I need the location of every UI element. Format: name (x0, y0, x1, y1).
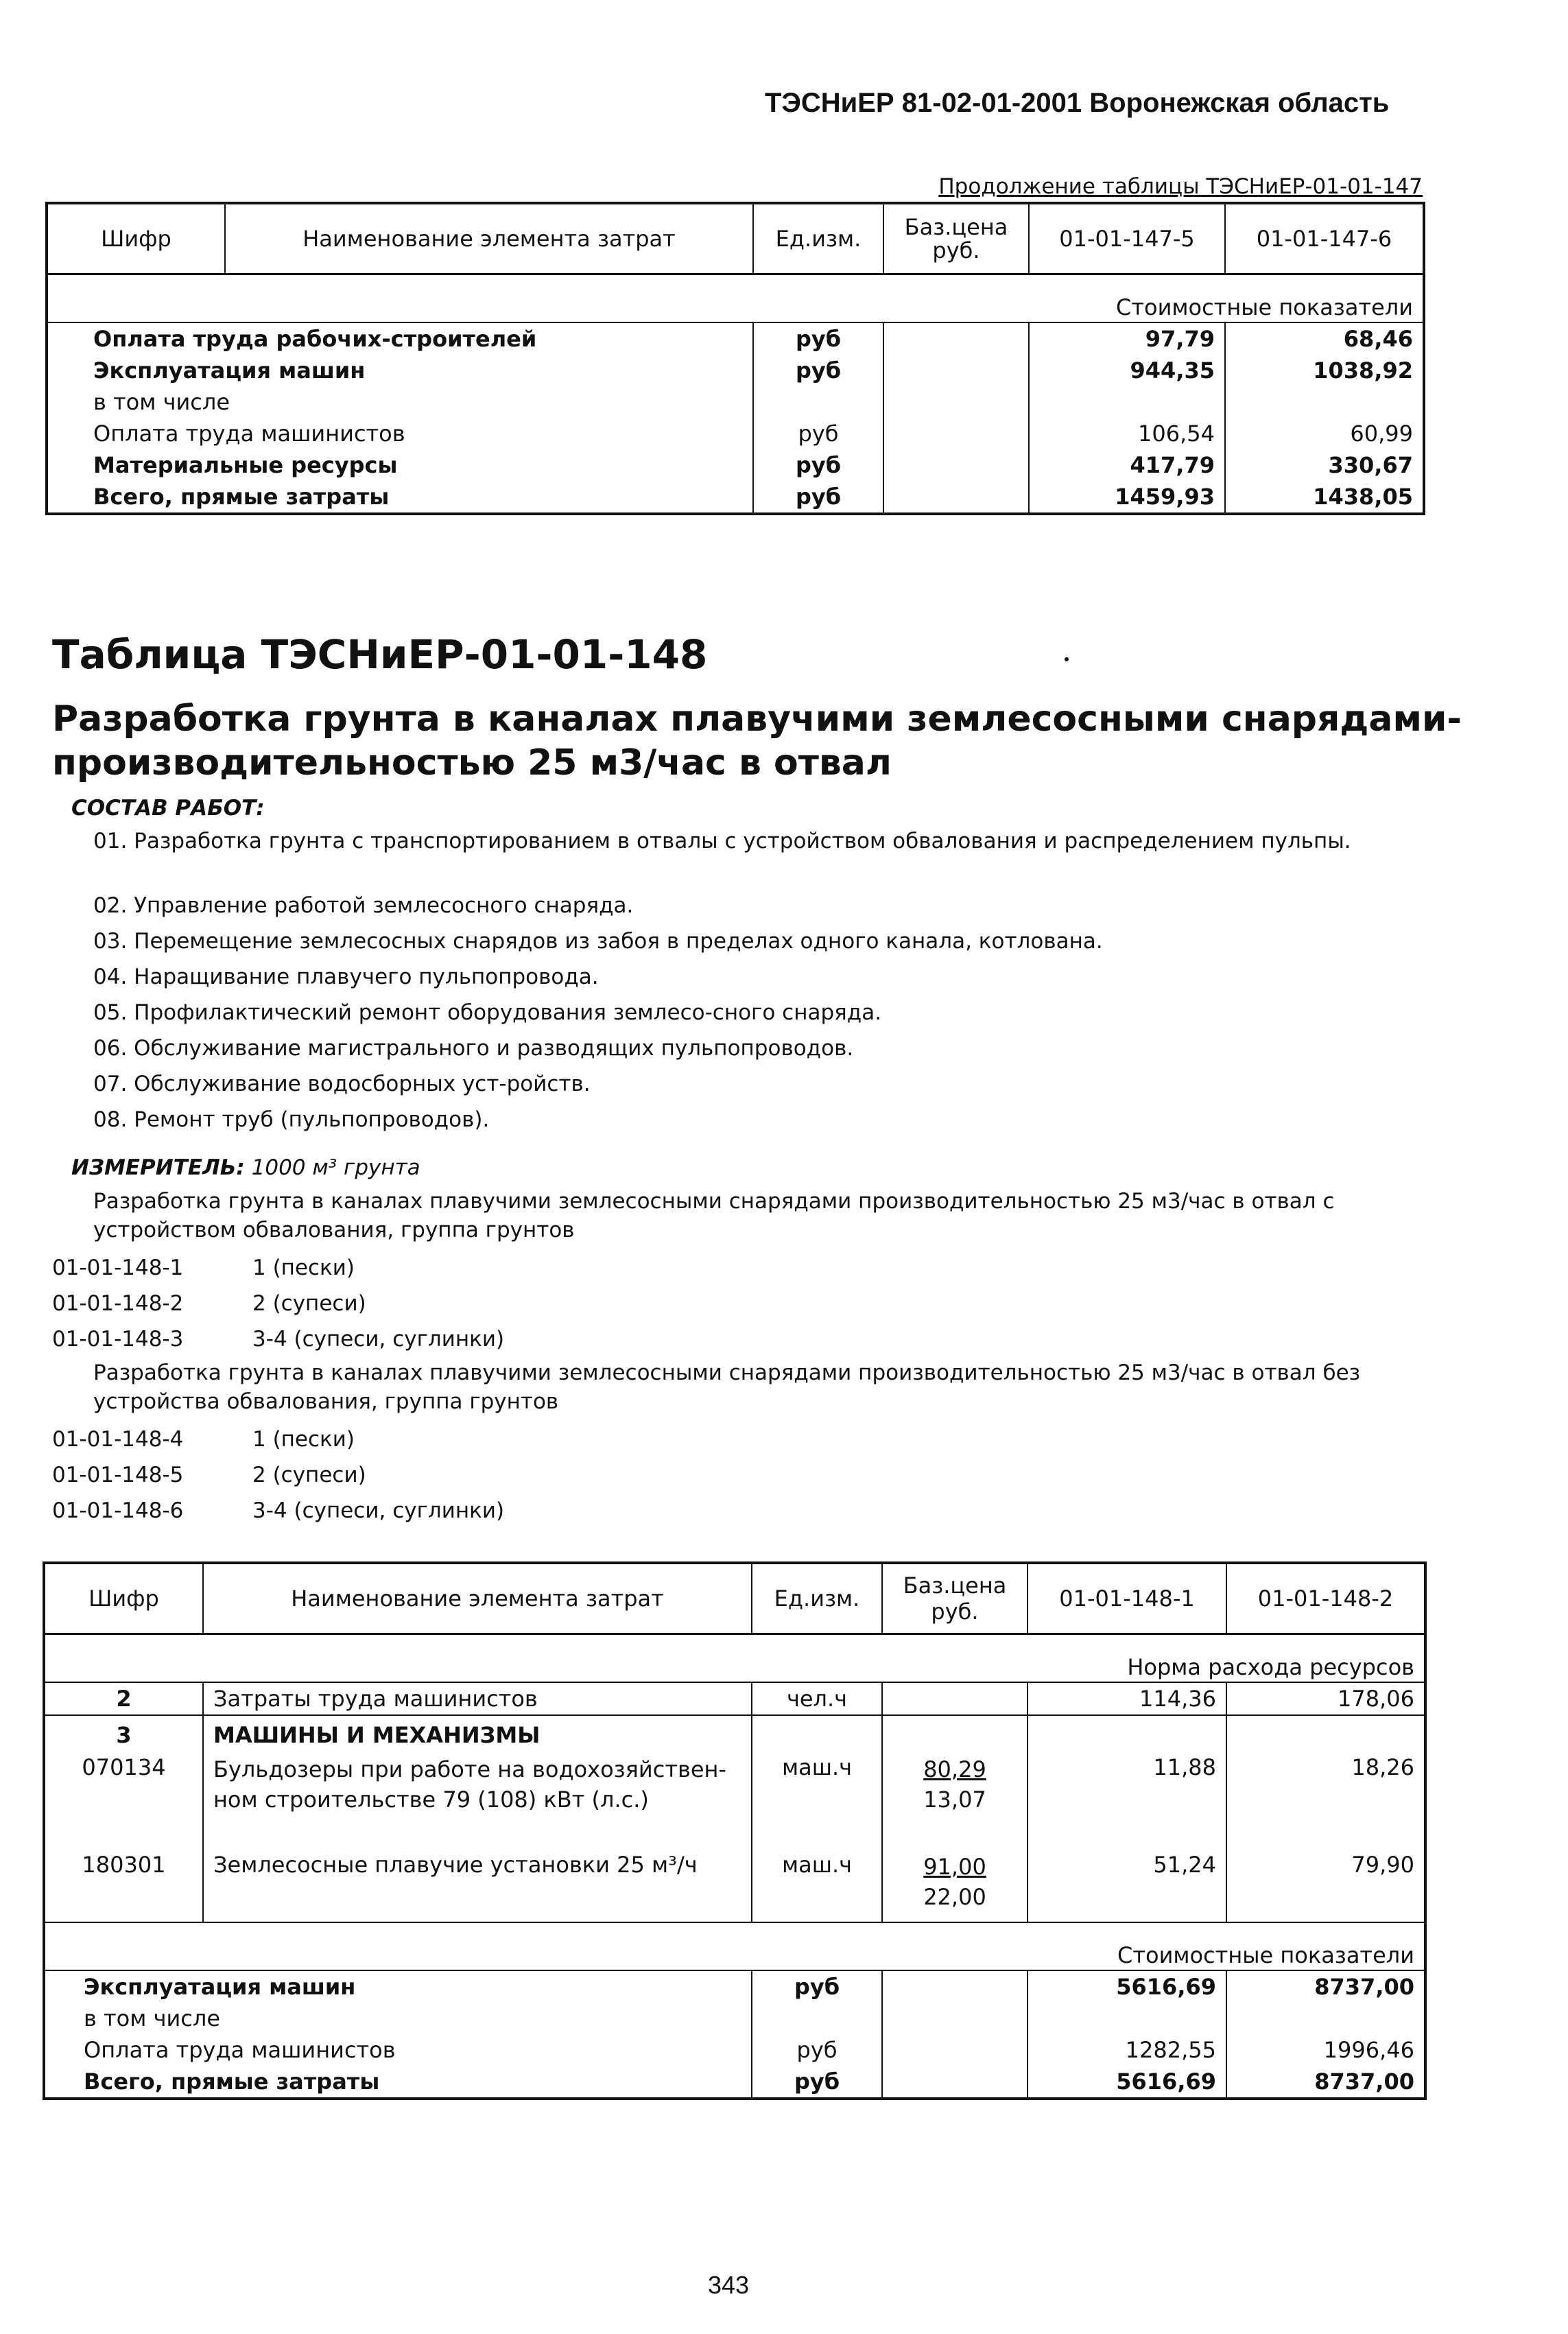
izmeritel-label: ИЗМЕРИТЕЛЬ: (71, 1155, 245, 1180)
row-value-2 (1225, 386, 1423, 418)
row-name-line: ном строительстве 79 (108) кВт (л.с.) (213, 1787, 649, 1813)
page-header-title: ТЭСНиЕР 81-02-01-2001 Воронежская область (765, 88, 1390, 118)
row-unit: маш.ч (752, 1852, 882, 1922)
row-value-2: 60,99 (1350, 421, 1413, 447)
row-name: Оплата труда рабочих-строителей (93, 326, 537, 352)
row-value-2: 178,06 (1338, 1686, 1414, 1712)
variant-code: 01-01-148-3 (52, 1327, 184, 1352)
row-value-2: 18,26 (1351, 1754, 1414, 1780)
row-name: Эксплуатация машин (84, 1974, 356, 2000)
row-value-2: 1038,92 (1313, 357, 1413, 384)
col-header-price: Баз.цена руб. (882, 1564, 1027, 1634)
row-price (883, 322, 1029, 355)
row-unit: руб (753, 322, 883, 355)
variant-code: 01-01-148-2 (52, 1291, 184, 1316)
row-unit: маш.ч (752, 1754, 882, 1852)
table-row (45, 1682, 1424, 1715)
table-row (48, 322, 1423, 355)
table-row (45, 2066, 1424, 2097)
row-code: 3 (45, 1715, 203, 1754)
row-unit: руб (753, 418, 883, 449)
price-bottom: 13,07 (923, 1787, 986, 1813)
row-price (882, 1682, 1027, 1715)
row-unit: руб (752, 2034, 882, 2066)
operation-item: 02. Управление работой землесосного снаряда. (93, 893, 634, 918)
row-name: Всего, прямые затраты (93, 484, 390, 510)
table-row (45, 1970, 1424, 2003)
row-value-1: 5616,69 (1027, 2066, 1226, 2097)
variant-name: 1 (пески) (252, 1427, 355, 1452)
row-price (882, 1754, 1027, 1852)
sostav-label: СОСТАВ РАБОТ: (71, 796, 265, 821)
table-row (45, 1754, 1424, 1852)
row-value-1: 1459,93 (1029, 481, 1225, 512)
table-row (48, 386, 1423, 418)
row-name: Оплата труда машинистов (93, 421, 405, 447)
row-unit (752, 1715, 882, 1754)
table-147-continuation (48, 204, 1423, 512)
col-header-shifr: Шифр (45, 1564, 203, 1634)
row-name: МАШИНЫ И МЕХАНИЗМЫ (213, 1722, 541, 1748)
row-value-1: 106,54 (1029, 418, 1225, 449)
row-price (883, 481, 1029, 512)
row-price (882, 1715, 1027, 1754)
row-name: в том числе (84, 2005, 220, 2031)
table-row (45, 1852, 1424, 1922)
group-description: Разработка грунта в каналах плавучими землесосными снарядами производительностью 25 м3/час в отвал без устройства обвалования, группа грунтов (93, 1360, 1361, 1414)
row-name: Затраты труда машинистов (213, 1686, 538, 1712)
variant-name: 2 (супеси) (252, 1463, 366, 1487)
operation-item: 05. Профилактический ремонт оборудования землесо-сного снаряда. (93, 1000, 882, 1025)
table-header-row (48, 204, 1423, 274)
row-name: Всего, прямые затраты (84, 2068, 380, 2095)
table-row (45, 2003, 1424, 2034)
row-price (882, 2034, 1027, 2066)
row-price (882, 2003, 1027, 2034)
row-value-1: 5616,69 (1027, 1970, 1226, 2003)
variant-name: 3-4 (супеси, суглинки) (252, 1498, 505, 1523)
table-row (48, 418, 1423, 449)
operation-item: 03. Перемещение землесосных снарядов из забоя в пределах одного канала, котлована. (93, 929, 1103, 954)
table-subheading: Разработка грунта в каналах плавучими землесосными снарядами-производительностью 25 м3/час в отвал (52, 698, 1462, 783)
section-label: Стоимостные показатели (48, 274, 1423, 323)
variant-code: 01-01-148-6 (52, 1498, 184, 1523)
row-value-1 (1027, 2003, 1226, 2034)
row-value-1: 51,24 (1027, 1852, 1226, 1922)
row-unit: чел.ч (752, 1682, 882, 1715)
col-header-shifr: Шифр (48, 204, 225, 274)
row-name: Оплата труда машинистов (84, 2037, 396, 2063)
row-value-2: 1996,46 (1323, 2037, 1414, 2063)
row-value-2 (1226, 1715, 1424, 1754)
col-header-unit: Ед.изм. (752, 1564, 882, 1634)
section-row (45, 1922, 1424, 1970)
col-header-name: Наименование элемента затрат (225, 204, 753, 274)
table-row (48, 355, 1423, 386)
izmeritel-line (71, 1155, 420, 1180)
price-top: 80,29 (923, 1756, 986, 1782)
row-value-1 (1027, 1715, 1226, 1754)
row-value-1: 11,88 (1027, 1754, 1226, 1852)
row-name (203, 1754, 752, 1852)
variant-name: 1 (пески) (252, 1256, 355, 1280)
row-price (882, 1970, 1027, 2003)
col-header-code-2: 01-01-147-6 (1256, 226, 1392, 252)
row-code: 2 (45, 1682, 203, 1715)
row-price (882, 2066, 1027, 2097)
row-unit: руб (753, 355, 883, 386)
row-unit: руб (752, 1970, 882, 2003)
row-price (882, 1852, 1027, 1922)
variant-code: 01-01-148-1 (52, 1256, 184, 1280)
variant-name: 3-4 (супеси, суглинки) (252, 1327, 505, 1352)
operation-item: 04. Наращивание плавучего пульпопровода. (93, 965, 599, 989)
row-value-1: 97,79 (1029, 322, 1225, 355)
row-value-2: 79,90 (1351, 1852, 1414, 1878)
row-name-line: Бульдозеры при работе на водохозяйствен- (213, 1756, 726, 1782)
table-row (48, 449, 1423, 481)
col-header-name: Наименование элемента затрат (203, 1564, 752, 1634)
row-name: Эксплуатация машин (93, 357, 366, 384)
variant-code: 01-01-148-5 (52, 1463, 184, 1487)
row-price (883, 355, 1029, 386)
operation-item: 07. Обслуживание водосборных уст-ройств. (93, 1072, 591, 1096)
row-value-1: 114,36 (1027, 1682, 1226, 1715)
row-value-2 (1226, 2003, 1424, 2034)
row-value-2: 1438,05 (1313, 484, 1413, 510)
row-name: Материальные ресурсы (93, 452, 398, 478)
section-row (48, 274, 1423, 323)
col-header-code-1: 01-01-148-1 (1027, 1564, 1226, 1634)
row-value-1 (1029, 386, 1225, 418)
group-description: Разработка грунта в каналах плавучими землесосными снарядами производительностью 25 м3/час в отвал с устройством обвалования, группа грунтов (93, 1189, 1335, 1242)
row-code: 070134 (45, 1754, 203, 1852)
row-code: 180301 (45, 1852, 203, 1922)
row-value-2: 68,46 (1343, 326, 1413, 352)
col-header-unit: Ед.изм. (753, 204, 883, 274)
variant-code: 01-01-148-4 (52, 1427, 184, 1452)
table-header-row (45, 1564, 1424, 1634)
table-row (48, 481, 1423, 512)
row-price (883, 449, 1029, 481)
operation-item: 08. Ремонт труб (пульпопроводов). (93, 1107, 490, 1132)
row-price (883, 386, 1029, 418)
col-header-code-1: 01-01-147-5 (1029, 204, 1225, 274)
row-price (883, 418, 1029, 449)
row-value-1: 417,79 (1029, 449, 1225, 481)
row-unit (752, 2003, 882, 2034)
row-value-1: 1282,55 (1027, 2034, 1226, 2066)
row-value-2: 8737,00 (1314, 1974, 1414, 2000)
price-top: 91,00 (923, 1854, 986, 1880)
row-value-2: 8737,00 (1314, 2068, 1414, 2095)
section-label: Стоимостные показатели (45, 1922, 1424, 1970)
row-unit (753, 386, 883, 418)
row-name: Землесосные плавучие установки 25 м³/ч (213, 1852, 698, 1878)
izmeritel-value: 1000 м³ грунта (251, 1155, 420, 1180)
col-header-price: Баз.цена руб. (883, 204, 1029, 274)
page-number: 343 (708, 2271, 750, 2299)
table-row (45, 1715, 1424, 1754)
row-unit: руб (753, 481, 883, 512)
operation-item: 06. Обслуживание магистрального и разводящих пульпопроводов. (93, 1036, 854, 1061)
table-heading: Таблица ТЭСНиЕР-01-01-148 (52, 631, 708, 678)
table-continuation-label: Продолжение таблицы ТЭСНиЕР-01-01-147 (938, 174, 1423, 199)
stray-dot (1065, 657, 1069, 661)
price-bottom: 22,00 (923, 1884, 986, 1910)
table-row (45, 2034, 1424, 2066)
row-unit: руб (753, 449, 883, 481)
row-unit: руб (752, 2066, 882, 2097)
row-name: в том числе (93, 389, 230, 415)
operation-item: 01. Разработка грунта с транспортированием в отвалы с устройством обвалования и распределением пульпы. (93, 829, 1351, 853)
table-148-norms (45, 1564, 1424, 2097)
section-row (45, 1634, 1424, 1683)
row-value-2: 330,67 (1328, 452, 1413, 478)
variant-name: 2 (супеси) (252, 1291, 366, 1316)
col-header-code-2: 01-01-148-2 (1257, 1586, 1394, 1612)
section-label: Норма расхода ресурсов (45, 1634, 1424, 1683)
row-value-1: 944,35 (1029, 355, 1225, 386)
